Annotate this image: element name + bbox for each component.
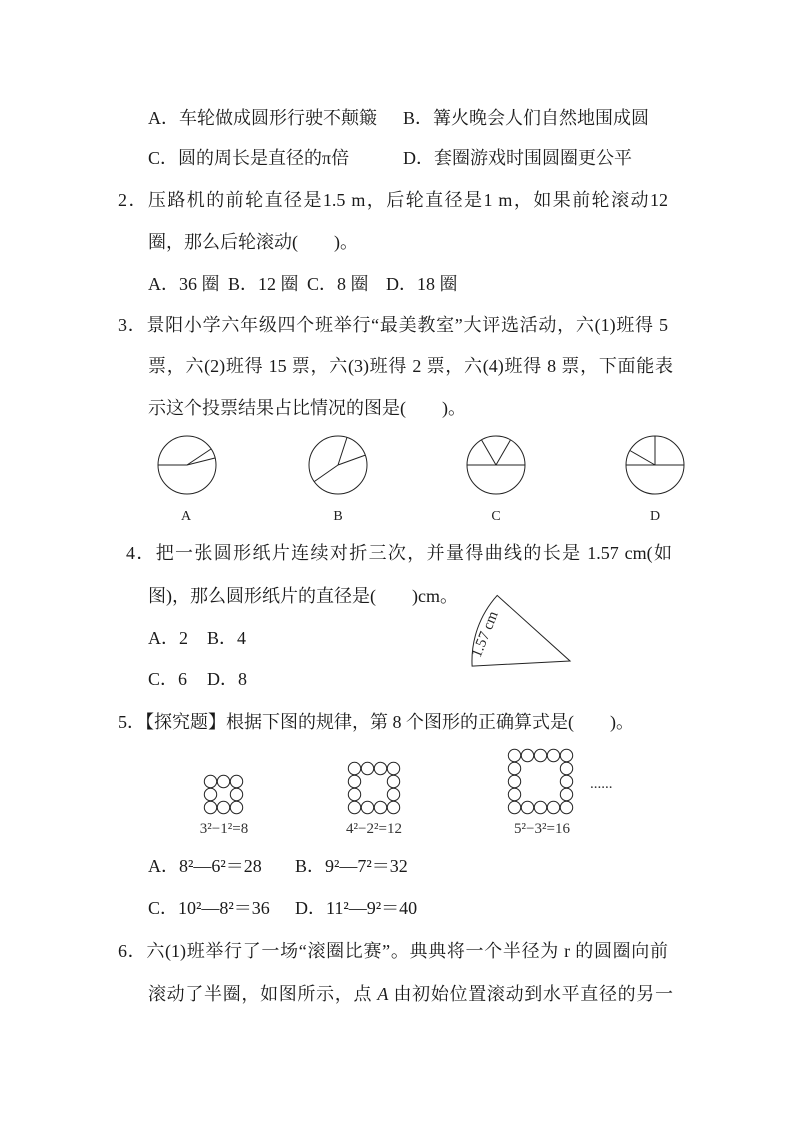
pie-b-radius-2 <box>338 455 365 465</box>
pie-d-radius-2 <box>630 451 655 466</box>
q5-figure-1-formula: 3²−1²=8 <box>199 821 249 837</box>
q4-option-c: C．6 <box>148 669 188 689</box>
ring-circle <box>374 801 386 813</box>
ring-circle <box>560 762 572 774</box>
ring-circle <box>508 762 520 774</box>
ring-circle <box>560 749 572 761</box>
pie-a-radius-3 <box>187 449 211 465</box>
ring-circle <box>560 801 572 813</box>
q2-option-c: C．8 圈 <box>307 274 369 294</box>
ring-circle <box>204 788 216 800</box>
q6-stem-line-2 <box>148 982 673 1006</box>
q2-option-d: D．18 圈 <box>386 274 458 294</box>
ring-circle <box>230 801 242 813</box>
q1-option-d: D．套圈游戏时围圆圈更公平 <box>403 148 632 168</box>
pie-label-a: A <box>180 509 192 524</box>
q6-stem-line-1: 6．六(1)班举行了一场“滚圈比赛”。典典将一个半径为 r 的圆圈向前 <box>118 941 668 961</box>
pie-label-c: C <box>491 509 501 524</box>
pie-chart-a <box>158 436 216 494</box>
ring-circle <box>508 801 520 813</box>
pie-a-radius-2 <box>187 458 215 465</box>
q4-option-a: A．2 <box>148 628 188 648</box>
pie-label-d: D <box>649 509 661 524</box>
q2-stem-line-1: 2．压路机的前轮直径是1.5 m，后轮直径是1 m，如果前轮滚动12 <box>118 190 668 210</box>
ring-circle <box>508 749 520 761</box>
q3-stem-line-2: 票，六(2)班得 15 票，六(3)班得 2 票，六(4)班得 8 票，下面能表 <box>148 356 673 376</box>
q3-stem-line-3: 示这个投票结果占比情况的图是( )。 <box>148 398 466 418</box>
ring-circle <box>560 788 572 800</box>
ring-circle <box>508 788 520 800</box>
q4-option-d: D．8 <box>207 669 247 689</box>
sector-arc-length-label: 1.57 cm <box>468 609 502 660</box>
ring-circle <box>387 801 399 813</box>
ring-circle <box>204 775 216 787</box>
pie-chart-b <box>309 436 367 494</box>
ring-circle <box>217 775 229 787</box>
folded-sector-shape <box>472 595 570 666</box>
ring-circle <box>534 749 546 761</box>
q5-option-a: A．8²—6²＝28 <box>148 856 262 876</box>
ring-circle <box>521 749 533 761</box>
ring-circle <box>534 801 546 813</box>
pie-b-radius-3 <box>314 465 338 482</box>
pie-label-b: B <box>333 509 343 524</box>
q2-stem-line-2: 圈，那么后轮滚动( )。 <box>148 232 358 252</box>
ring-circle <box>560 775 572 787</box>
ring-circle <box>230 775 242 787</box>
q6-point-a-label: A <box>377 984 389 1004</box>
q4-stem-line-1: 4．把一张圆形纸片连续对折三次，并量得曲线的长是 1.57 cm(如 <box>126 543 672 563</box>
pie-b-radius-1 <box>338 437 347 465</box>
ring-pattern-3 <box>508 749 572 813</box>
q3-stem-line-1: 3．景阳小学六年级四个班举行“最美教室”大评选活动，六(1)班得 5 <box>118 315 668 335</box>
ring-circle <box>547 801 559 813</box>
ring-circle <box>348 762 360 774</box>
pie-b-outline <box>309 436 367 494</box>
ring-circle <box>361 762 373 774</box>
ring-circle <box>348 775 360 787</box>
q5-option-d: D．11²—9²＝40 <box>295 898 418 918</box>
ring-circle <box>230 788 242 800</box>
q4-option-b: B．4 <box>207 628 247 648</box>
ring-circle <box>217 801 229 813</box>
pie-c-radius-2 <box>496 440 511 465</box>
q6-text-part-1: 滚动了半圈，如图所示，点 <box>148 984 378 1004</box>
ring-circle <box>387 775 399 787</box>
q6-text-part-2: 由初始位置滚动到水平直径的另一 <box>388 984 674 1004</box>
ring-circle <box>387 762 399 774</box>
q1-option-a: A．车轮做成圆形行驶不颠簸 <box>148 108 377 128</box>
pie-c-radius-1 <box>482 440 497 465</box>
ring-circle <box>348 788 360 800</box>
pie-chart-c <box>467 436 525 494</box>
ring-circle <box>508 775 520 787</box>
ring-pattern-1 <box>204 775 242 813</box>
ring-circle <box>204 801 216 813</box>
ring-circle <box>521 801 533 813</box>
q5-stem: 5．【探究题】根据下图的规律，第 8 个图形的正确算式是( )。 <box>118 712 634 732</box>
pie-d-outline <box>626 436 684 494</box>
ring-circle <box>374 762 386 774</box>
pie-c-outline <box>467 436 525 494</box>
q5-figure-2-formula: 4²−2²=12 <box>346 821 402 837</box>
q1-option-c: C．圆的周长是直径的π倍 <box>148 148 350 168</box>
ring-circle <box>348 801 360 813</box>
q2-option-a: A．36 圈 <box>148 274 220 294</box>
ring-circle <box>547 749 559 761</box>
q2-option-b: B．12 圈 <box>228 274 299 294</box>
pie-chart-d <box>626 436 684 494</box>
q5-option-c: C．10²—8²＝36 <box>148 898 270 918</box>
ring-pattern-2 <box>348 762 399 813</box>
q4-stem-line-2: 图)，那么圆形纸片的直径是( )cm。 <box>148 586 458 606</box>
ring-circle <box>361 801 373 813</box>
pie-a-outline <box>158 436 216 494</box>
q5-option-b: B．9²—7²＝32 <box>295 856 408 876</box>
q1-option-b: B．篝火晚会人们自然地围成圆 <box>403 108 650 128</box>
q5-ellipsis: ...... <box>590 776 613 792</box>
ring-circle <box>387 788 399 800</box>
q5-figure-3-formula: 5²−3²=16 <box>514 821 570 837</box>
